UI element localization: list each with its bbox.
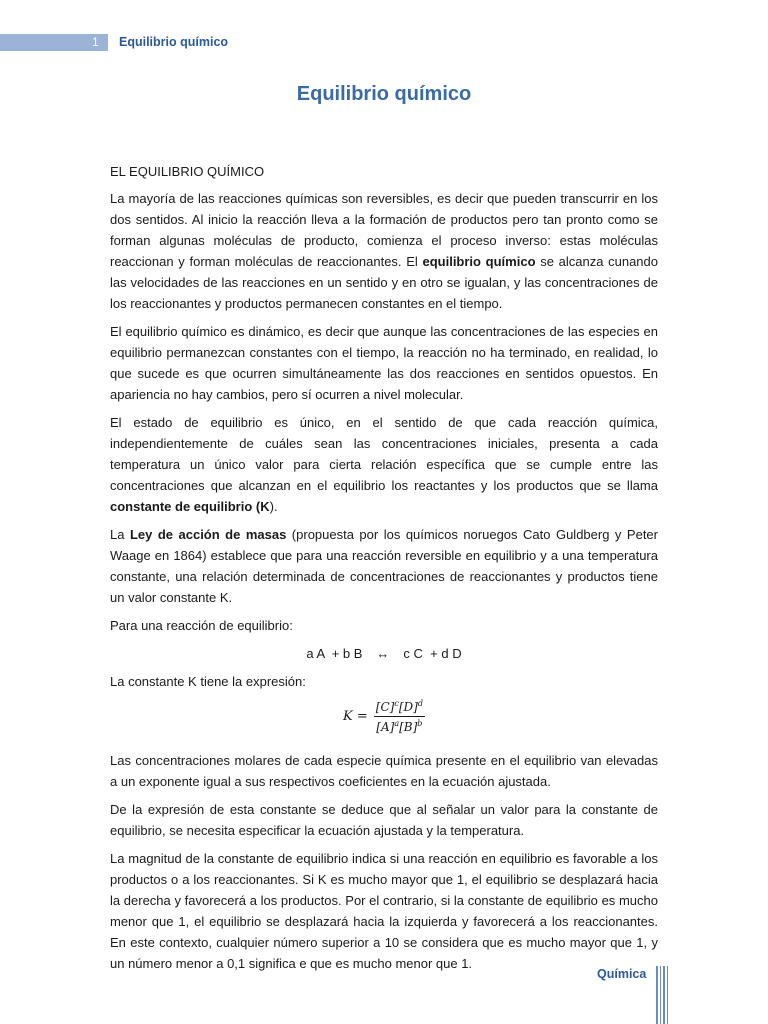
paragraph-2: El equilibrio químico es dinámico, es decir que aunque las concentraciones de las especies en equilibrio permanezcan constantes con el tiempo, la reacción no ha terminado, en realidad, lo que sucede es que ocurren simultáneamente las dos reacciones en sentidos opuestos. En apariencia no hay cambios, pero sí ocurren a nivel molecular. [110,324,658,402]
paragraph-8: De la expresión de esta constante se deduce que al señalar un valor para la constante de equilibrio, se necesita especificar la ecuación ajustada y la temperatura. [110,802,658,838]
section-heading: EL EQUILIBRIO QUÍMICO [110,164,265,179]
paragraph-3: El estado de equilibrio es único, en el sentido de que cada reacción química, independientemente de cuáles sean las concentraciones iniciales, presenta a cada temperatura un único valor para cierta relación específica que se cumple entre las concentraciones que alcanzan en el equilibrio los reactantes y los productos que se llama constante de equilibrio (K). [110,415,658,514]
paragraph-5: Para una reacción de equilibrio: [110,618,293,633]
page-number: 1 [92,35,99,49]
footer-subject: Química [597,967,647,981]
equilibrium-arrow-icon: ↔ [376,646,390,661]
paragraph-4: La Ley de acción de masas (propuesta por los químicos noruegos Cato Guldberg y Peter Waage en 1864) establece que para una reacción reversible en equilibrio y a una temperatura constante, una relación determinada de concentraciones de reaccionantes y productos tiene un valor constante K. [110,527,658,605]
reaction-equation [110,643,658,664]
bold-term: Ley de acción de masas [129,527,287,542]
formula-lhs: K = [343,709,368,724]
paragraph-9: La magnitud de la constante de equilibrio indica si una reacción en equilibrio es favorable a los productos o a los reaccionantes. Si K es mucho mayor que 1, el equilibrio se desplazará hacia la derecha y favorecerá a los productos. Por el contrario, si la constante de equilibrio es mucho menor que 1, el equilibrio se desplazará hacia la izquierda y favorecerá a los reaccionantes. En este contexto, cualquier número superior a 10 se considera que es mucho mayor que 1, y un número menor a 0,1 significa e que es mucho menor que 1. [110,851,658,971]
document-body [110,161,658,981]
footer-decoration [656,966,668,1024]
equilibrium-constant-formula [110,699,658,741]
formula-denominator: $[A]^a[B]^b$ [376,719,423,734]
equation-products: c C + d D [403,646,462,661]
equation-reactants: a A + b B [306,646,363,661]
formula-numerator: $[C]^c[D]^d$ [374,699,425,717]
page-title: Equilibrio químico [296,83,472,105]
paragraph-7: Las concentraciones molares de cada especie química presente en el equilibrio van elevadas a un exponente igual a sus respectivos coeficientes en la ecuación ajustada. [110,753,658,789]
bold-term: equilibrio químico [422,254,536,269]
bold-term: constante de equilibrio (K [110,499,270,514]
paragraph-1: La mayoría de las reacciones químicas son reversibles, es decir que pueden transcurrir en los dos sentidos. Al inicio la reacción lleva a la formación de productos pero tan pronto como se forman algunas moléculas de producto, comienza el proceso inverso: estas moléculas reaccionan y forman moléculas de reaccionantes. El equilibrio químico se alcanza cunando las velocidades de las reacciones en un sentido y en otro se igualan, y las concentraciones de los reaccionantes y productos permanecen constantes en el tiempo. [110,191,658,311]
paragraph-6: La constante K tiene la expresión: [110,674,306,689]
running-title: Equilibrio químico [119,35,229,49]
